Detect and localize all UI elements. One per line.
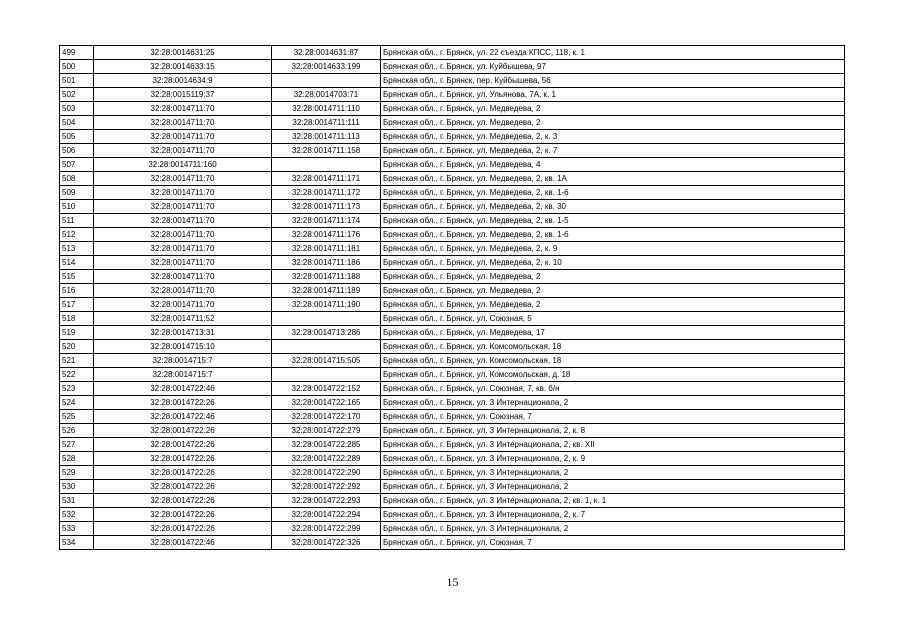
table-row bbox=[60, 508, 845, 522]
table-row bbox=[60, 396, 845, 410]
cadastral-number-cell: 32:28:0014711:70 bbox=[94, 270, 272, 284]
object-cadastral-number-cell: 32:28:0014711:190 bbox=[272, 298, 381, 312]
table-row bbox=[60, 242, 845, 256]
cadastral-number-cell: 32:28:0014722:26 bbox=[94, 480, 272, 494]
address-cell: Брянская обл., г. Брянск, ул. Медведева, 17 bbox=[381, 326, 845, 340]
table-row bbox=[60, 480, 845, 494]
cadastral-number-cell: 32:28:0014722:26 bbox=[94, 452, 272, 466]
table-row bbox=[60, 256, 845, 270]
cadastral-number-cell: 32:28:0014722:26 bbox=[94, 508, 272, 522]
address-cell: Брянская обл., г. Брянск, ул. Союзная, 7 bbox=[381, 536, 845, 550]
row-number-cell: 519 bbox=[60, 326, 94, 340]
address-cell: Брянская обл., г. Брянск, ул. Медведева, 2 bbox=[381, 102, 845, 116]
object-cadastral-number-cell: 32:28:0014715:505 bbox=[272, 354, 381, 368]
cadastral-number-cell: 32:28:0014722:26 bbox=[94, 424, 272, 438]
row-number-cell: 524 bbox=[60, 396, 94, 410]
table-row bbox=[60, 270, 845, 284]
address-cell: Брянская обл., г. Брянск, ул. Союзная, 7 bbox=[381, 410, 845, 424]
cadastral-number-cell: 32:28:0014711:70 bbox=[94, 172, 272, 186]
cadastral-number-cell: 32:28:0014711:70 bbox=[94, 102, 272, 116]
row-number-cell: 513 bbox=[60, 242, 94, 256]
object-cadastral-number-cell: 32:28:0014722:293 bbox=[272, 494, 381, 508]
table-row bbox=[60, 368, 845, 382]
address-cell: Брянская обл., г. Брянск, ул. 3 Интернационала, 2, кв. 1, к. 1 bbox=[381, 494, 845, 508]
cadastral-number-cell: 32:28:0014633:15 bbox=[94, 60, 272, 74]
row-number-cell: 523 bbox=[60, 382, 94, 396]
address-cell: Брянская обл., г. Брянск, ул. Куйбышева, 97 bbox=[381, 60, 845, 74]
table-row bbox=[60, 284, 845, 298]
address-cell: Брянская обл., г. Брянск, ул. Медведева, 2, к. 3 bbox=[381, 130, 845, 144]
table-row bbox=[60, 172, 845, 186]
cadastral-number-cell: 32:28:0014711:52 bbox=[94, 312, 272, 326]
table-row bbox=[60, 158, 845, 172]
cadastral-number-cell: 32:28:0014711:70 bbox=[94, 200, 272, 214]
row-number-cell: 507 bbox=[60, 158, 94, 172]
cadastral-number-cell: 32:28:0014711:70 bbox=[94, 116, 272, 130]
table-row bbox=[60, 382, 845, 396]
address-cell: Брянская обл., г. Брянск, ул. Союзная, 7, кв. б/н bbox=[381, 382, 845, 396]
row-number-cell: 531 bbox=[60, 494, 94, 508]
cadastral-number-cell: 32:28:0014722:26 bbox=[94, 466, 272, 480]
object-cadastral-number-cell: 32:28:0014703:71 bbox=[272, 88, 381, 102]
object-cadastral-number-cell: 32:28:0014722:170 bbox=[272, 410, 381, 424]
address-cell: Брянская обл., г. Брянск, ул. Медведева, 2, кв. 1-5 bbox=[381, 214, 845, 228]
table-row bbox=[60, 88, 845, 102]
row-number-cell: 502 bbox=[60, 88, 94, 102]
cadastral-number-cell: 32:28:0014711:70 bbox=[94, 256, 272, 270]
table-row bbox=[60, 522, 845, 536]
address-cell: Брянская обл., г. Брянск, ул. Комсомольская, 18 bbox=[381, 354, 845, 368]
table-row bbox=[60, 424, 845, 438]
object-cadastral-number-cell: 32:28:0014722:289 bbox=[272, 452, 381, 466]
table-row bbox=[60, 410, 845, 424]
row-number-cell: 528 bbox=[60, 452, 94, 466]
table-row bbox=[60, 466, 845, 480]
object-cadastral-number-cell bbox=[272, 368, 381, 382]
row-number-cell: 499 bbox=[60, 46, 94, 60]
cadastral-number-cell: 32:28:0014722:26 bbox=[94, 494, 272, 508]
row-number-cell: 506 bbox=[60, 144, 94, 158]
row-number-cell: 534 bbox=[60, 536, 94, 550]
table-row bbox=[60, 214, 845, 228]
table-row bbox=[60, 340, 845, 354]
cadastral-number-cell: 32:28:0014715:7 bbox=[94, 354, 272, 368]
table-row bbox=[60, 298, 845, 312]
object-cadastral-number-cell: 32:28:0014711:158 bbox=[272, 144, 381, 158]
row-number-cell: 518 bbox=[60, 312, 94, 326]
registry-table-body bbox=[60, 46, 845, 550]
object-cadastral-number-cell: 32:28:0014711:174 bbox=[272, 214, 381, 228]
row-number-cell: 529 bbox=[60, 466, 94, 480]
row-number-cell: 501 bbox=[60, 74, 94, 88]
address-cell: Брянская обл., г. Брянск, ул. Медведева, 2, кв. 30 bbox=[381, 200, 845, 214]
cadastral-number-cell: 32:28:0014711:70 bbox=[94, 186, 272, 200]
address-cell: Брянская обл., г. Брянск, ул. 3 Интернационала, 2, кв. XII bbox=[381, 438, 845, 452]
table-row bbox=[60, 354, 845, 368]
address-cell: Брянская обл., г. Брянск, ул. Комсомольская, 18 bbox=[381, 340, 845, 354]
object-cadastral-number-cell: 32:28:0014722:294 bbox=[272, 508, 381, 522]
address-cell: Брянская обл., г. Брянск, ул. Медведева, 2, к. 7 bbox=[381, 144, 845, 158]
address-cell: Брянская обл., г. Брянск, ул. 3 Интернационала, 2 bbox=[381, 466, 845, 480]
address-cell: Брянская обл., г. Брянск, ул. Медведева, 2, к. 9 bbox=[381, 242, 845, 256]
object-cadastral-number-cell: 32:28:0014722:165 bbox=[272, 396, 381, 410]
object-cadastral-number-cell: 32:28:0014711:110 bbox=[272, 102, 381, 116]
address-cell: Брянская обл., г. Брянск, ул. 3 Интернационала, 2 bbox=[381, 480, 845, 494]
row-number-cell: 521 bbox=[60, 354, 94, 368]
row-number-cell: 515 bbox=[60, 270, 94, 284]
row-number-cell: 512 bbox=[60, 228, 94, 242]
address-cell: Брянская обл., г. Брянск, пер. Куйбышева, 56 bbox=[381, 74, 845, 88]
cadastral-number-cell: 32:28:0014631:25 bbox=[94, 46, 272, 60]
object-cadastral-number-cell: 32:28:0014722:299 bbox=[272, 522, 381, 536]
object-cadastral-number-cell: 32:28:0014711:186 bbox=[272, 256, 381, 270]
row-number-cell: 526 bbox=[60, 424, 94, 438]
table-row bbox=[60, 116, 845, 130]
object-cadastral-number-cell: 32:28:0014713:286 bbox=[272, 326, 381, 340]
cadastral-number-cell: 32:28:0014711:70 bbox=[94, 284, 272, 298]
address-cell: Брянская обл., г. Брянск, ул. Медведева, 2, к. 10 bbox=[381, 256, 845, 270]
address-cell: Брянская обл., г. Брянск, ул. 3 Интернационала, 2, к. 8 bbox=[381, 424, 845, 438]
object-cadastral-number-cell: 32:28:0014722:326 bbox=[272, 536, 381, 550]
object-cadastral-number-cell bbox=[272, 74, 381, 88]
cadastral-number-cell: 32:28:0015119:37 bbox=[94, 88, 272, 102]
address-cell: Брянская обл., г. Брянск, ул. 3 Интернационала, 2 bbox=[381, 396, 845, 410]
table-row bbox=[60, 102, 845, 116]
table-row bbox=[60, 228, 845, 242]
cadastral-number-cell: 32:28:0014711:70 bbox=[94, 228, 272, 242]
table-row bbox=[60, 312, 845, 326]
object-cadastral-number-cell: 32:28:0014722:285 bbox=[272, 438, 381, 452]
address-cell: Брянская обл., г. Брянск, ул. Медведева, 2, кв. 1-6 bbox=[381, 228, 845, 242]
cadastral-number-cell: 32:28:0014711:70 bbox=[94, 130, 272, 144]
cadastral-number-cell: 32:28:0014715:10 bbox=[94, 340, 272, 354]
object-cadastral-number-cell: 32:28:0014722:290 bbox=[272, 466, 381, 480]
table-row bbox=[60, 46, 845, 60]
object-cadastral-number-cell: 32:28:0014711:176 bbox=[272, 228, 381, 242]
cadastral-number-cell: 32:28:0014711:70 bbox=[94, 214, 272, 228]
table-row bbox=[60, 74, 845, 88]
cadastral-number-cell: 32:28:0014722:26 bbox=[94, 522, 272, 536]
cadastral-number-cell: 32:28:0014722:26 bbox=[94, 438, 272, 452]
object-cadastral-number-cell: 32:28:0014631:87 bbox=[272, 46, 381, 60]
object-cadastral-number-cell bbox=[272, 158, 381, 172]
table-row bbox=[60, 130, 845, 144]
object-cadastral-number-cell: 32:28:0014711:188 bbox=[272, 270, 381, 284]
table-row bbox=[60, 326, 845, 340]
row-number-cell: 533 bbox=[60, 522, 94, 536]
row-number-cell: 517 bbox=[60, 298, 94, 312]
row-number-cell: 522 bbox=[60, 368, 94, 382]
cadastral-number-cell: 32:28:0014715:7 bbox=[94, 368, 272, 382]
row-number-cell: 510 bbox=[60, 200, 94, 214]
row-number-cell: 500 bbox=[60, 60, 94, 74]
cadastral-number-cell: 32:28:0014722:26 bbox=[94, 396, 272, 410]
cadastral-number-cell: 32:28:0014634:9 bbox=[94, 74, 272, 88]
object-cadastral-number-cell: 32:28:0014711:189 bbox=[272, 284, 381, 298]
table-row bbox=[60, 60, 845, 74]
row-number-cell: 508 bbox=[60, 172, 94, 186]
address-cell: Брянская обл., г. Брянск, ул. 22 съезда КПСС, 118, к. 1 bbox=[381, 46, 845, 60]
row-number-cell: 525 bbox=[60, 410, 94, 424]
table-row bbox=[60, 186, 845, 200]
address-cell: Брянская обл., г. Брянск, ул. Медведева, 2 bbox=[381, 284, 845, 298]
cadastral-number-cell: 32:28:0014722:46 bbox=[94, 536, 272, 550]
address-cell: Брянская обл., г. Брянск, ул. Ульянова, 7А, к. 1 bbox=[381, 88, 845, 102]
row-number-cell: 527 bbox=[60, 438, 94, 452]
address-cell: Брянская обл., г. Брянск, ул. Медведева, 2 bbox=[381, 298, 845, 312]
object-cadastral-number-cell: 32:28:0014711:173 bbox=[272, 200, 381, 214]
object-cadastral-number-cell: 32:28:0014722:279 bbox=[272, 424, 381, 438]
row-number-cell: 520 bbox=[60, 340, 94, 354]
row-number-cell: 530 bbox=[60, 480, 94, 494]
cadastral-number-cell: 32:28:0014711:160 bbox=[94, 158, 272, 172]
row-number-cell: 509 bbox=[60, 186, 94, 200]
row-number-cell: 504 bbox=[60, 116, 94, 130]
registry-table bbox=[59, 45, 845, 550]
address-cell: Брянская обл., г. Брянск, ул. Медведева, 2 bbox=[381, 116, 845, 130]
table-row bbox=[60, 144, 845, 158]
cadastral-number-cell: 32:28:0014722:46 bbox=[94, 382, 272, 396]
object-cadastral-number-cell bbox=[272, 340, 381, 354]
address-cell: Брянская обл., г. Брянск, ул. Медведева, 2, кв. 1А bbox=[381, 172, 845, 186]
object-cadastral-number-cell bbox=[272, 312, 381, 326]
row-number-cell: 532 bbox=[60, 508, 94, 522]
cadastral-number-cell: 32:28:0014711:70 bbox=[94, 298, 272, 312]
row-number-cell: 516 bbox=[60, 284, 94, 298]
cadastral-number-cell: 32:28:0014722:46 bbox=[94, 410, 272, 424]
address-cell: Брянская обл., г. Брянск, ул. 3 Интернационала, 2, к. 9 bbox=[381, 452, 845, 466]
table-row bbox=[60, 536, 845, 550]
object-cadastral-number-cell: 32:28:0014711:113 bbox=[272, 130, 381, 144]
object-cadastral-number-cell: 32:28:0014711:171 bbox=[272, 172, 381, 186]
object-cadastral-number-cell: 32:28:0014722:292 bbox=[272, 480, 381, 494]
row-number-cell: 503 bbox=[60, 102, 94, 116]
cadastral-number-cell: 32:28:0014713:31 bbox=[94, 326, 272, 340]
address-cell: Брянская обл., г. Брянск, ул. Медведева, 4 bbox=[381, 158, 845, 172]
address-cell: Брянская обл., г. Брянск, ул. Медведева, 2 bbox=[381, 270, 845, 284]
cadastral-number-cell: 32:28:0014711:70 bbox=[94, 144, 272, 158]
object-cadastral-number-cell: 32:28:0014711:111 bbox=[272, 116, 381, 130]
address-cell: Брянская обл., г. Брянск, ул. Союзная, 5 bbox=[381, 312, 845, 326]
table-row bbox=[60, 438, 845, 452]
page-number: 15 bbox=[446, 575, 459, 589]
table-row bbox=[60, 200, 845, 214]
row-number-cell: 511 bbox=[60, 214, 94, 228]
cadastral-number-cell: 32:28:0014711:70 bbox=[94, 242, 272, 256]
object-cadastral-number-cell: 32:28:0014633:199 bbox=[272, 60, 381, 74]
object-cadastral-number-cell: 32:28:0014722:152 bbox=[272, 382, 381, 396]
table-row bbox=[60, 452, 845, 466]
row-number-cell: 514 bbox=[60, 256, 94, 270]
address-cell: Брянская обл., г. Брянск, ул. 3 Интернационала, 2, к. 7 bbox=[381, 508, 845, 522]
row-number-cell: 505 bbox=[60, 130, 94, 144]
address-cell: Брянская обл., г. Брянск, ул. 3 Интернационала, 2 bbox=[381, 522, 845, 536]
table-row bbox=[60, 494, 845, 508]
address-cell: Брянская обл., г. Брянск, ул. Комсомольская, д. 18 bbox=[381, 368, 845, 382]
object-cadastral-number-cell: 32:28:0014711:181 bbox=[272, 242, 381, 256]
address-cell: Брянская обл., г. Брянск, ул. Медведева, 2, кв. 1-6 bbox=[381, 186, 845, 200]
object-cadastral-number-cell: 32:28:0014711:172 bbox=[272, 186, 381, 200]
